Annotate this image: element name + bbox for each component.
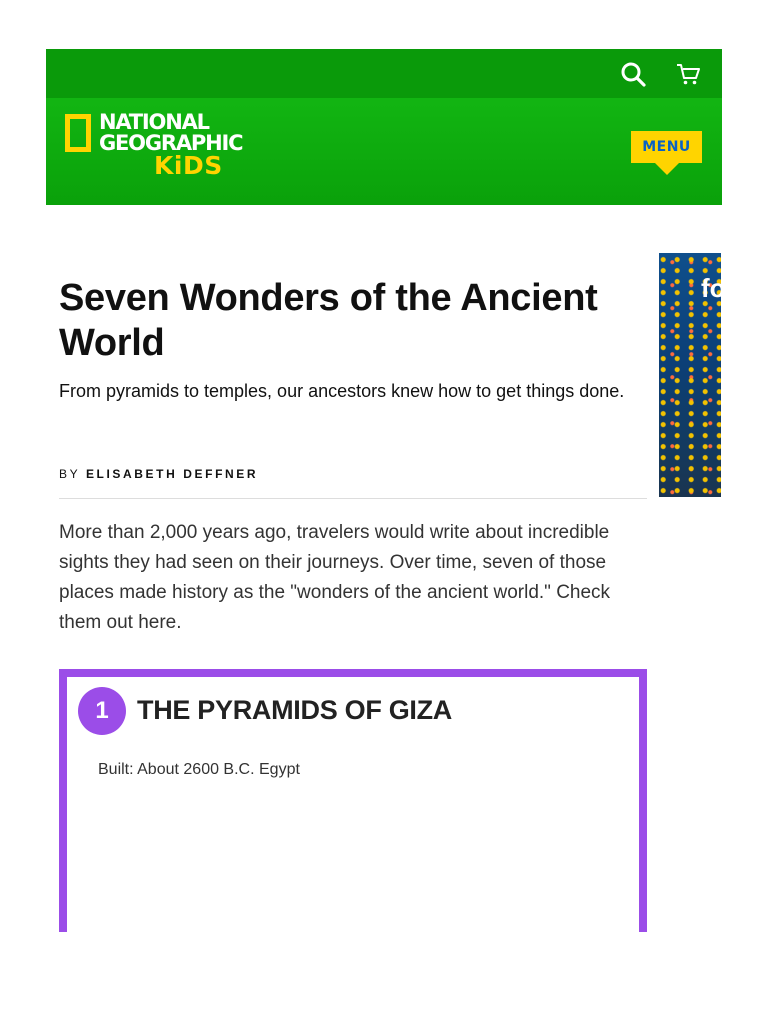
page-title: Seven Wonders of the Ancient World <box>59 277 598 364</box>
logo-text <box>99 112 242 178</box>
wonder-card <box>59 669 647 932</box>
author-link[interactable]: ELISABETH DEFFNER <box>85 467 259 481</box>
byline <box>59 467 258 481</box>
logo-kids: KiDS <box>154 151 223 180</box>
menu-button[interactable]: MENU <box>631 131 702 163</box>
nav-bar <box>46 98 722 205</box>
logo-line-2: GEOGRAPHIC <box>99 131 243 155</box>
article-subtitle: From pyramids to temples, our ancestors knew how to get things done. <box>59 381 625 401</box>
ad-text: fo <box>701 273 726 303</box>
wonder-built: Built: About 2600 B.C. Egypt <box>98 761 300 778</box>
logo-line-1: NATIONAL <box>99 110 209 134</box>
cart-icon[interactable] <box>675 61 701 87</box>
wonder-title: THE PYRAMIDS OF GIZA <box>137 695 453 725</box>
site-header <box>46 49 722 205</box>
divider <box>59 498 647 499</box>
article-intro: More than 2,000 years ago, travelers would write about incredible sights they had seen on their journeys. Over time, seven of those places made history as the "wonders of the ancient world." Check them out here. <box>59 522 611 633</box>
yellow-frame-icon <box>65 114 91 152</box>
wonder-number-badge: 1 <box>78 687 126 735</box>
advertisement-banner[interactable] <box>659 253 726 497</box>
search-icon[interactable] <box>620 61 646 87</box>
byline-prefix: BY <box>59 467 80 481</box>
top-bar <box>46 49 722 98</box>
nat-geo-kids-logo[interactable] <box>65 112 242 184</box>
